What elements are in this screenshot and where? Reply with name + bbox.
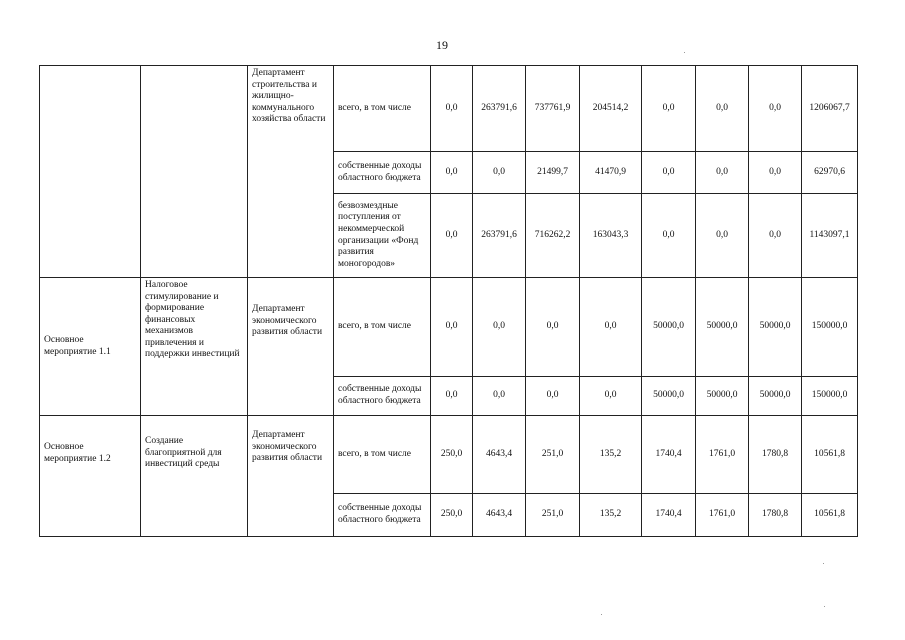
value-cell: 0,0 (642, 66, 696, 152)
value-cell: 1761,0 (696, 416, 749, 494)
event-name-cell: Создание благоприятной для инвестиций среды (141, 416, 248, 537)
value-cell: 0,0 (473, 152, 526, 194)
value-cell: 0,0 (431, 152, 473, 194)
value-cell: 0,0 (473, 377, 526, 416)
event-name-cell: Налоговое стимулирование и формирование финансовых механизмов привлечения и поддержки инвестиций (141, 278, 248, 416)
value-cell: 50000,0 (749, 278, 802, 377)
value-cell: 0,0 (431, 377, 473, 416)
value-cell: 0,0 (749, 66, 802, 152)
total-cell: 62970,6 (802, 152, 858, 194)
value-cell: 251,0 (526, 494, 580, 537)
value-cell: 263791,6 (473, 194, 526, 278)
status-cell: Основное мероприятие 1.2 (40, 416, 141, 537)
funding-source-cell: всего, в том числе (334, 66, 431, 152)
value-cell: 263791,6 (473, 66, 526, 152)
value-cell: 163043,3 (580, 194, 642, 278)
table-row (40, 66, 858, 152)
value-cell: 50000,0 (642, 377, 696, 416)
funding-source-cell: безвозмездные поступления от некоммерческой организации «Фонд развития моногородов» (334, 194, 431, 278)
value-cell: 1761,0 (696, 494, 749, 537)
status-cell: Основное мероприятие 1.1 (40, 278, 141, 416)
value-cell: 1740,4 (642, 494, 696, 537)
value-cell: 50000,0 (696, 377, 749, 416)
value-cell: 50000,0 (749, 377, 802, 416)
value-cell: 0,0 (526, 278, 580, 377)
total-cell: 150000,0 (802, 377, 858, 416)
value-cell: 0,0 (696, 152, 749, 194)
value-cell: 251,0 (526, 416, 580, 494)
value-cell: 21499,7 (526, 152, 580, 194)
funding-source-cell: собственные доходы областного бюджета (334, 152, 431, 194)
value-cell: 0,0 (431, 66, 473, 152)
value-cell: 0,0 (431, 194, 473, 278)
value-cell: 737761,9 (526, 66, 580, 152)
funding-source-cell: всего, в том числе (334, 416, 431, 494)
value-cell: 135,2 (580, 416, 642, 494)
total-cell: 10561,8 (802, 494, 858, 537)
table-row (40, 278, 858, 377)
responsible-cell: Департамент строительства и жилищно-коммунального хозяйства области (248, 66, 334, 278)
value-cell: 1780,8 (749, 416, 802, 494)
value-cell: 4643,4 (473, 416, 526, 494)
value-cell: 0,0 (642, 194, 696, 278)
funding-source-cell: собственные доходы областного бюджета (334, 494, 431, 537)
value-cell: 0,0 (749, 194, 802, 278)
value-cell: 204514,2 (580, 66, 642, 152)
value-cell: 0,0 (696, 66, 749, 152)
responsible-cell: Департамент экономического развития области (248, 416, 334, 537)
status-cell (40, 66, 141, 278)
scan-speck (601, 614, 602, 615)
event-name-cell (141, 66, 248, 278)
value-cell: 0,0 (473, 278, 526, 377)
value-cell: 1740,4 (642, 416, 696, 494)
value-cell: 716262,2 (526, 194, 580, 278)
scan-speck (823, 563, 824, 564)
value-cell: 0,0 (696, 194, 749, 278)
value-cell: 4643,4 (473, 494, 526, 537)
scan-speck (824, 606, 825, 607)
value-cell: 0,0 (749, 152, 802, 194)
value-cell: 0,0 (580, 377, 642, 416)
responsible-cell: Департамент экономического развития области (248, 278, 334, 416)
total-cell: 1206067,7 (802, 66, 858, 152)
value-cell: 250,0 (431, 416, 473, 494)
value-cell: 50000,0 (642, 278, 696, 377)
funding-source-cell: всего, в том числе (334, 278, 431, 377)
value-cell: 0,0 (642, 152, 696, 194)
funding-source-cell: собственные доходы областного бюджета (334, 377, 431, 416)
total-cell: 150000,0 (802, 278, 858, 377)
value-cell: 0,0 (431, 278, 473, 377)
value-cell: 135,2 (580, 494, 642, 537)
total-cell: 10561,8 (802, 416, 858, 494)
total-cell: 1143097,1 (802, 194, 858, 278)
value-cell: 0,0 (580, 278, 642, 377)
value-cell: 1780,8 (749, 494, 802, 537)
value-cell: 41470,9 (580, 152, 642, 194)
value-cell: 50000,0 (696, 278, 749, 377)
scan-speck (684, 52, 685, 53)
budget-table (39, 65, 858, 537)
value-cell: 250,0 (431, 494, 473, 537)
table-row (40, 416, 858, 494)
value-cell: 0,0 (526, 377, 580, 416)
page-number: 19 (436, 38, 448, 52)
